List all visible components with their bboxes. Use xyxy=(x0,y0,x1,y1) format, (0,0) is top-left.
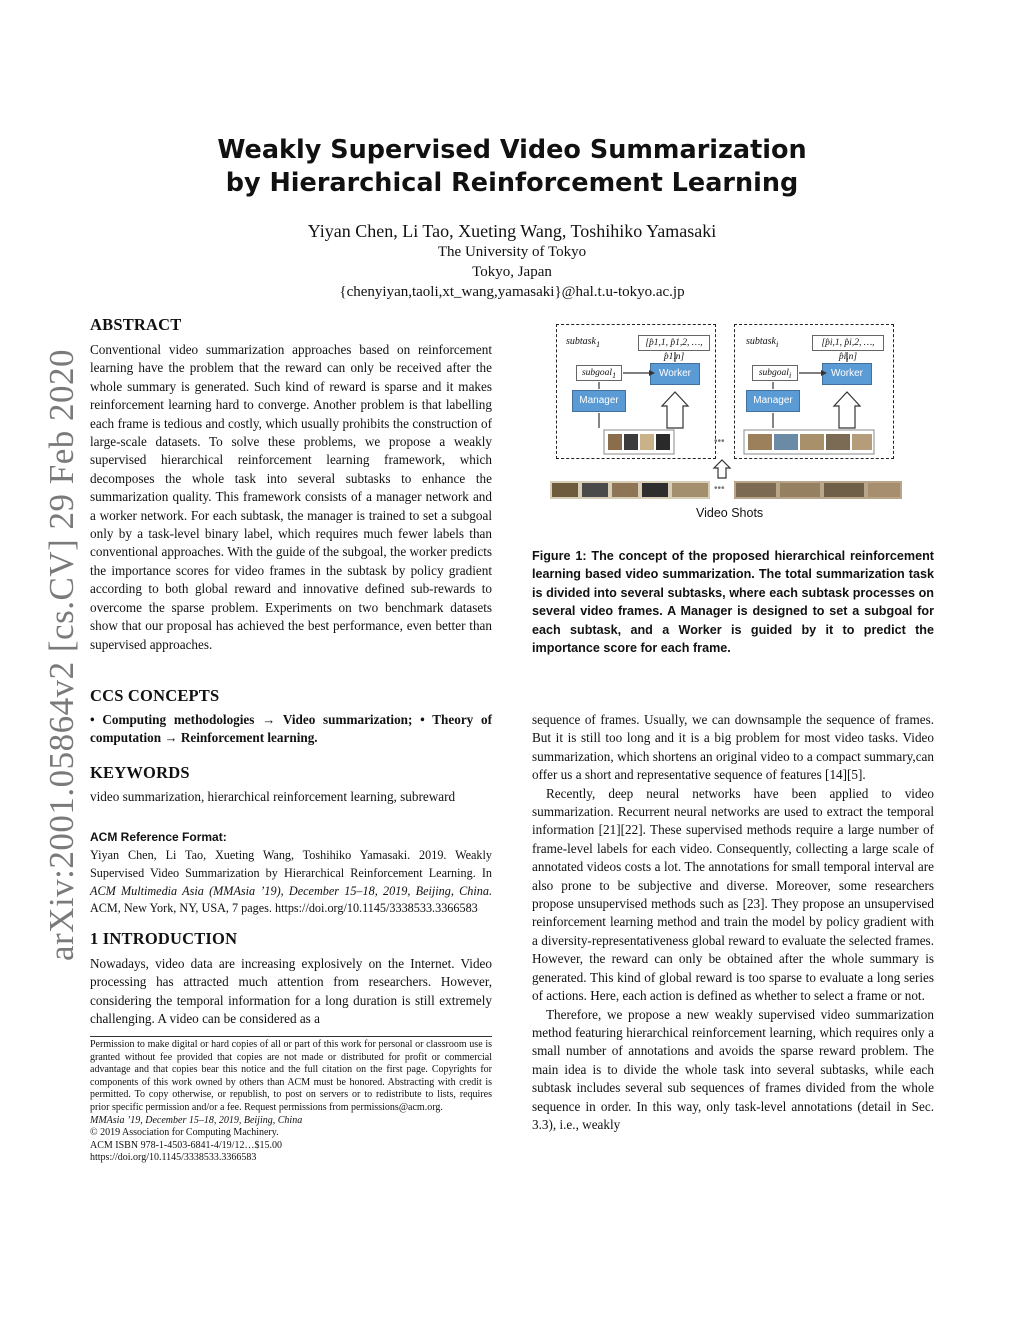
affiliation-email: {chenyiyan,taoli,xt_wang,yamasaki}@hal.t.u-tokyo.ac.jp xyxy=(339,284,685,300)
affiliation xyxy=(150,242,874,302)
acm-reference-text xyxy=(90,847,492,918)
introduction-heading: 1 INTRODUCTION xyxy=(90,929,238,948)
figure-arrows xyxy=(546,318,916,528)
paper-title xyxy=(150,134,874,200)
footnote-isbn: ACM ISBN 978-1-4503-6841-4/19/12…$15.00 xyxy=(90,1139,282,1151)
subgoal-i-label: subgoal$_i$ xyxy=(752,365,798,381)
figure-1-caption: Figure 1: The concept of the proposed hierarchical reinforcement learning based video summarization. The total summarization task is divided into several subtasks, where each subtask processes on several video frames. A Manager is designed to set a subgoal for each subtask, and a Worker is guided by it to predict the importance score for each frame. xyxy=(532,549,934,656)
footnote-divider xyxy=(90,1036,492,1037)
introduction-paragraph-3: Therefore, we propose a new weakly supervised video summarization method featuring hierarchical reinforcement learning, which requires only a small number of annotations and avoids the sparse reward problem. The main idea is to divide the whole task into several subtasks, while each subtask includes several sub sequences of frames divided from the whole sequence in order. In this way, only task-level annotations (detail in Sec. 3.3), i.e., weakly xyxy=(532,1006,934,1132)
shot-3 xyxy=(612,483,638,497)
frame-1c xyxy=(640,434,654,450)
worker-1-box: Worker xyxy=(650,363,700,385)
acm-reference-venue: ACM Multimedia Asia (MMAsia ’19), December 15–18, 2019, Beijing, China. xyxy=(90,883,492,898)
subgoal-1-arrowhead xyxy=(649,370,655,376)
footnote-doi: https://doi.org/10.1145/3338533.3366583 xyxy=(90,1152,257,1164)
shot-9 xyxy=(868,483,900,497)
footnote-permission: Permission to make digital or hard copies of all or part of this work for personal or classroom use is granted without fee provided that copies are not made or distributed for profit or commercial advantage and that copies bear this notice and the full citation on the first page. Copyrights for components of this work owned by others than ACM must be honored. Abstracting with credit is permitted. To copy otherwise, or republish, to post on servers or to redistribute to lists, requires prior specific permission and/or a fee. Request permissions from permissions@acm.org. xyxy=(90,1039,492,1113)
frame-ia xyxy=(748,434,772,450)
title-line-1: Weakly Supervised Video Summarization xyxy=(217,135,807,165)
shots-up-arrow xyxy=(714,460,730,478)
manager-1-box: Manager xyxy=(572,390,626,412)
footnote xyxy=(90,1039,492,1165)
frame-ic xyxy=(800,434,824,450)
keywords-heading: KEYWORDS xyxy=(90,763,190,782)
subgoal-i-arrowhead xyxy=(821,370,827,376)
subtask-i-label: subtask$_i$ xyxy=(746,336,779,349)
shots-ellipsis: ••• xyxy=(714,483,725,494)
shot-8 xyxy=(824,483,864,497)
video-shots-strip xyxy=(550,481,902,499)
introduction-paragraph-2: Recently, deep neural networks have been applied to video summarization. Recurrent neural networks are used to extract the temporal information [21][22]. These supervised methods require a large number of frame-level labels for each video. Consequently, collecting a large scale of annotated videos costs a lot. The annotations for small temporal interval are also prone to be subjective and diverse. Moreover, some researchers propose unsupervised methods such as [23]. They propose an unsupervised reinforcement learning method and train the model by policy gradient with a diversity-representativeness global reward to evaluate the selected frames. However, the reward can only be obtained after the whole summary is generated. This kind of global reward is too sparse to evaluate a long series of actions. Here, each action is defined as whether to select a frame or not. xyxy=(532,785,934,1004)
abstract-paragraph: Conventional video summarization approaches based on reinforcement learning have the problem that the reward can only be received after the whole summary is generated. Such kind of reward is sparse and it makes reinforcement learning hard to converge. Another problem is that labelling each frame is tedious and costly, which usually prohibits the construction of large-scale datasets. To solve these problems, we propose a weakly supervised hierarchical reinforcement learning framework, which decomposes the whole task into several subtasks to enhance the summarization quality. This framework consists of a manager network and a worker network. For each subtask, the manager is trained to set a subgoal only by a task-level binary label, which requires much fewer labels than conventional approaches. With the guide of the subgoal, the worker predicts the importance scores for video frames in the subtask by policy gradient according to both global reward and innovative defined sub-rewards to overcome the sparse problem. Experiments on two benchmark datasets show that our proposal has achieved the best performance, even better than supervised approaches. xyxy=(90,342,492,652)
subgoal-1-label: subgoal$_1$ xyxy=(576,365,622,381)
introduction-left-text xyxy=(90,955,492,1029)
ccs-concepts xyxy=(90,711,492,748)
subtask-ellipsis: ••• xyxy=(714,436,725,447)
scores-i-label: [p̂i,1, p̂i,2, …, p̂i,n] xyxy=(812,335,884,351)
introduction-paragraph-1: Nowadays, video data are increasing explosively on the Internet. Video processing has attracted much attention from researchers. However, considering the temporal information for a long duration is still extremely challenging. A video can be considered as a xyxy=(90,956,492,1027)
footnote-copyright: © 2019 Association for Computing Machinery. xyxy=(90,1127,279,1139)
acm-reference-authors: Yiyan Chen, Li Tao, Xueting Wang, Toshihiko Yamasaki. 2019. Weakly Supervised Video Summarization by Hierarchical Reinforcement Learning. In xyxy=(90,848,492,880)
frame-1a xyxy=(608,434,622,450)
abstract-text xyxy=(90,341,492,654)
input-1-hollow-arrow xyxy=(662,392,688,428)
scores-1-label: [p̂1,1, p̂1,2, …, p̂1,n] xyxy=(638,335,710,351)
keywords-paragraph: video summarization, hierarchical reinforcement learning, subreward xyxy=(90,789,456,804)
keywords-text xyxy=(90,788,492,806)
frame-1b xyxy=(624,434,638,450)
title-line-2: by Hierarchical Reinforcement Learning xyxy=(225,168,799,198)
manager-i-box: Manager xyxy=(746,390,800,412)
shot-5 xyxy=(672,483,708,497)
affiliation-university: The University of Tokyo xyxy=(437,244,587,260)
frame-1d xyxy=(656,434,670,450)
footnote-venue: MMAsia ’19, December 15–18, 2019, Beijing, China xyxy=(90,1114,303,1126)
shot-2 xyxy=(582,483,608,497)
arxiv-identifier: arXiv:2001.05864v2 [cs.CV] 29 Feb 2020 xyxy=(42,348,81,962)
shot-6 xyxy=(736,483,776,497)
introduction-right-text xyxy=(532,711,934,1134)
subtask-1-label: subtask$_1$ xyxy=(566,336,601,349)
shot-4 xyxy=(642,483,668,497)
ccs-text: • Computing methodologies → Video summarization; • Theory of computation → Reinforcement learning. xyxy=(90,712,492,746)
introduction-paragraph-1-continued: sequence of frames. Usually, we can downsample the sequence of frames. But it is still too long and it is a big problem for most video tasks. Video summarization, which shortens an original video to a compact summary,can offer us a short and representative sequence of features [14][5]. xyxy=(532,712,934,783)
affiliation-location: Tokyo, Japan xyxy=(472,264,552,280)
frame-ie xyxy=(852,434,872,450)
acm-reference-publisher: ACM, New York, NY, USA, 7 pages. https://doi.org/10.1145/3338533.3366583 xyxy=(90,901,478,916)
figure-1 xyxy=(546,318,916,528)
ccs-heading: CCS CONCEPTS xyxy=(90,686,220,705)
acm-reference-heading: ACM Reference Format: xyxy=(90,830,227,844)
shot-1 xyxy=(552,483,578,497)
shot-7 xyxy=(780,483,820,497)
worker-i-box: Worker xyxy=(822,363,872,385)
author-list: Yiyan Chen, Li Tao, Xueting Wang, Toshihiko Yamasaki xyxy=(307,221,717,241)
frame-id xyxy=(826,434,850,450)
frame-ib xyxy=(774,434,798,450)
input-i-hollow-arrow xyxy=(834,392,860,428)
abstract-heading: ABSTRACT xyxy=(90,315,182,334)
video-shots-label: Video Shots xyxy=(696,506,764,520)
